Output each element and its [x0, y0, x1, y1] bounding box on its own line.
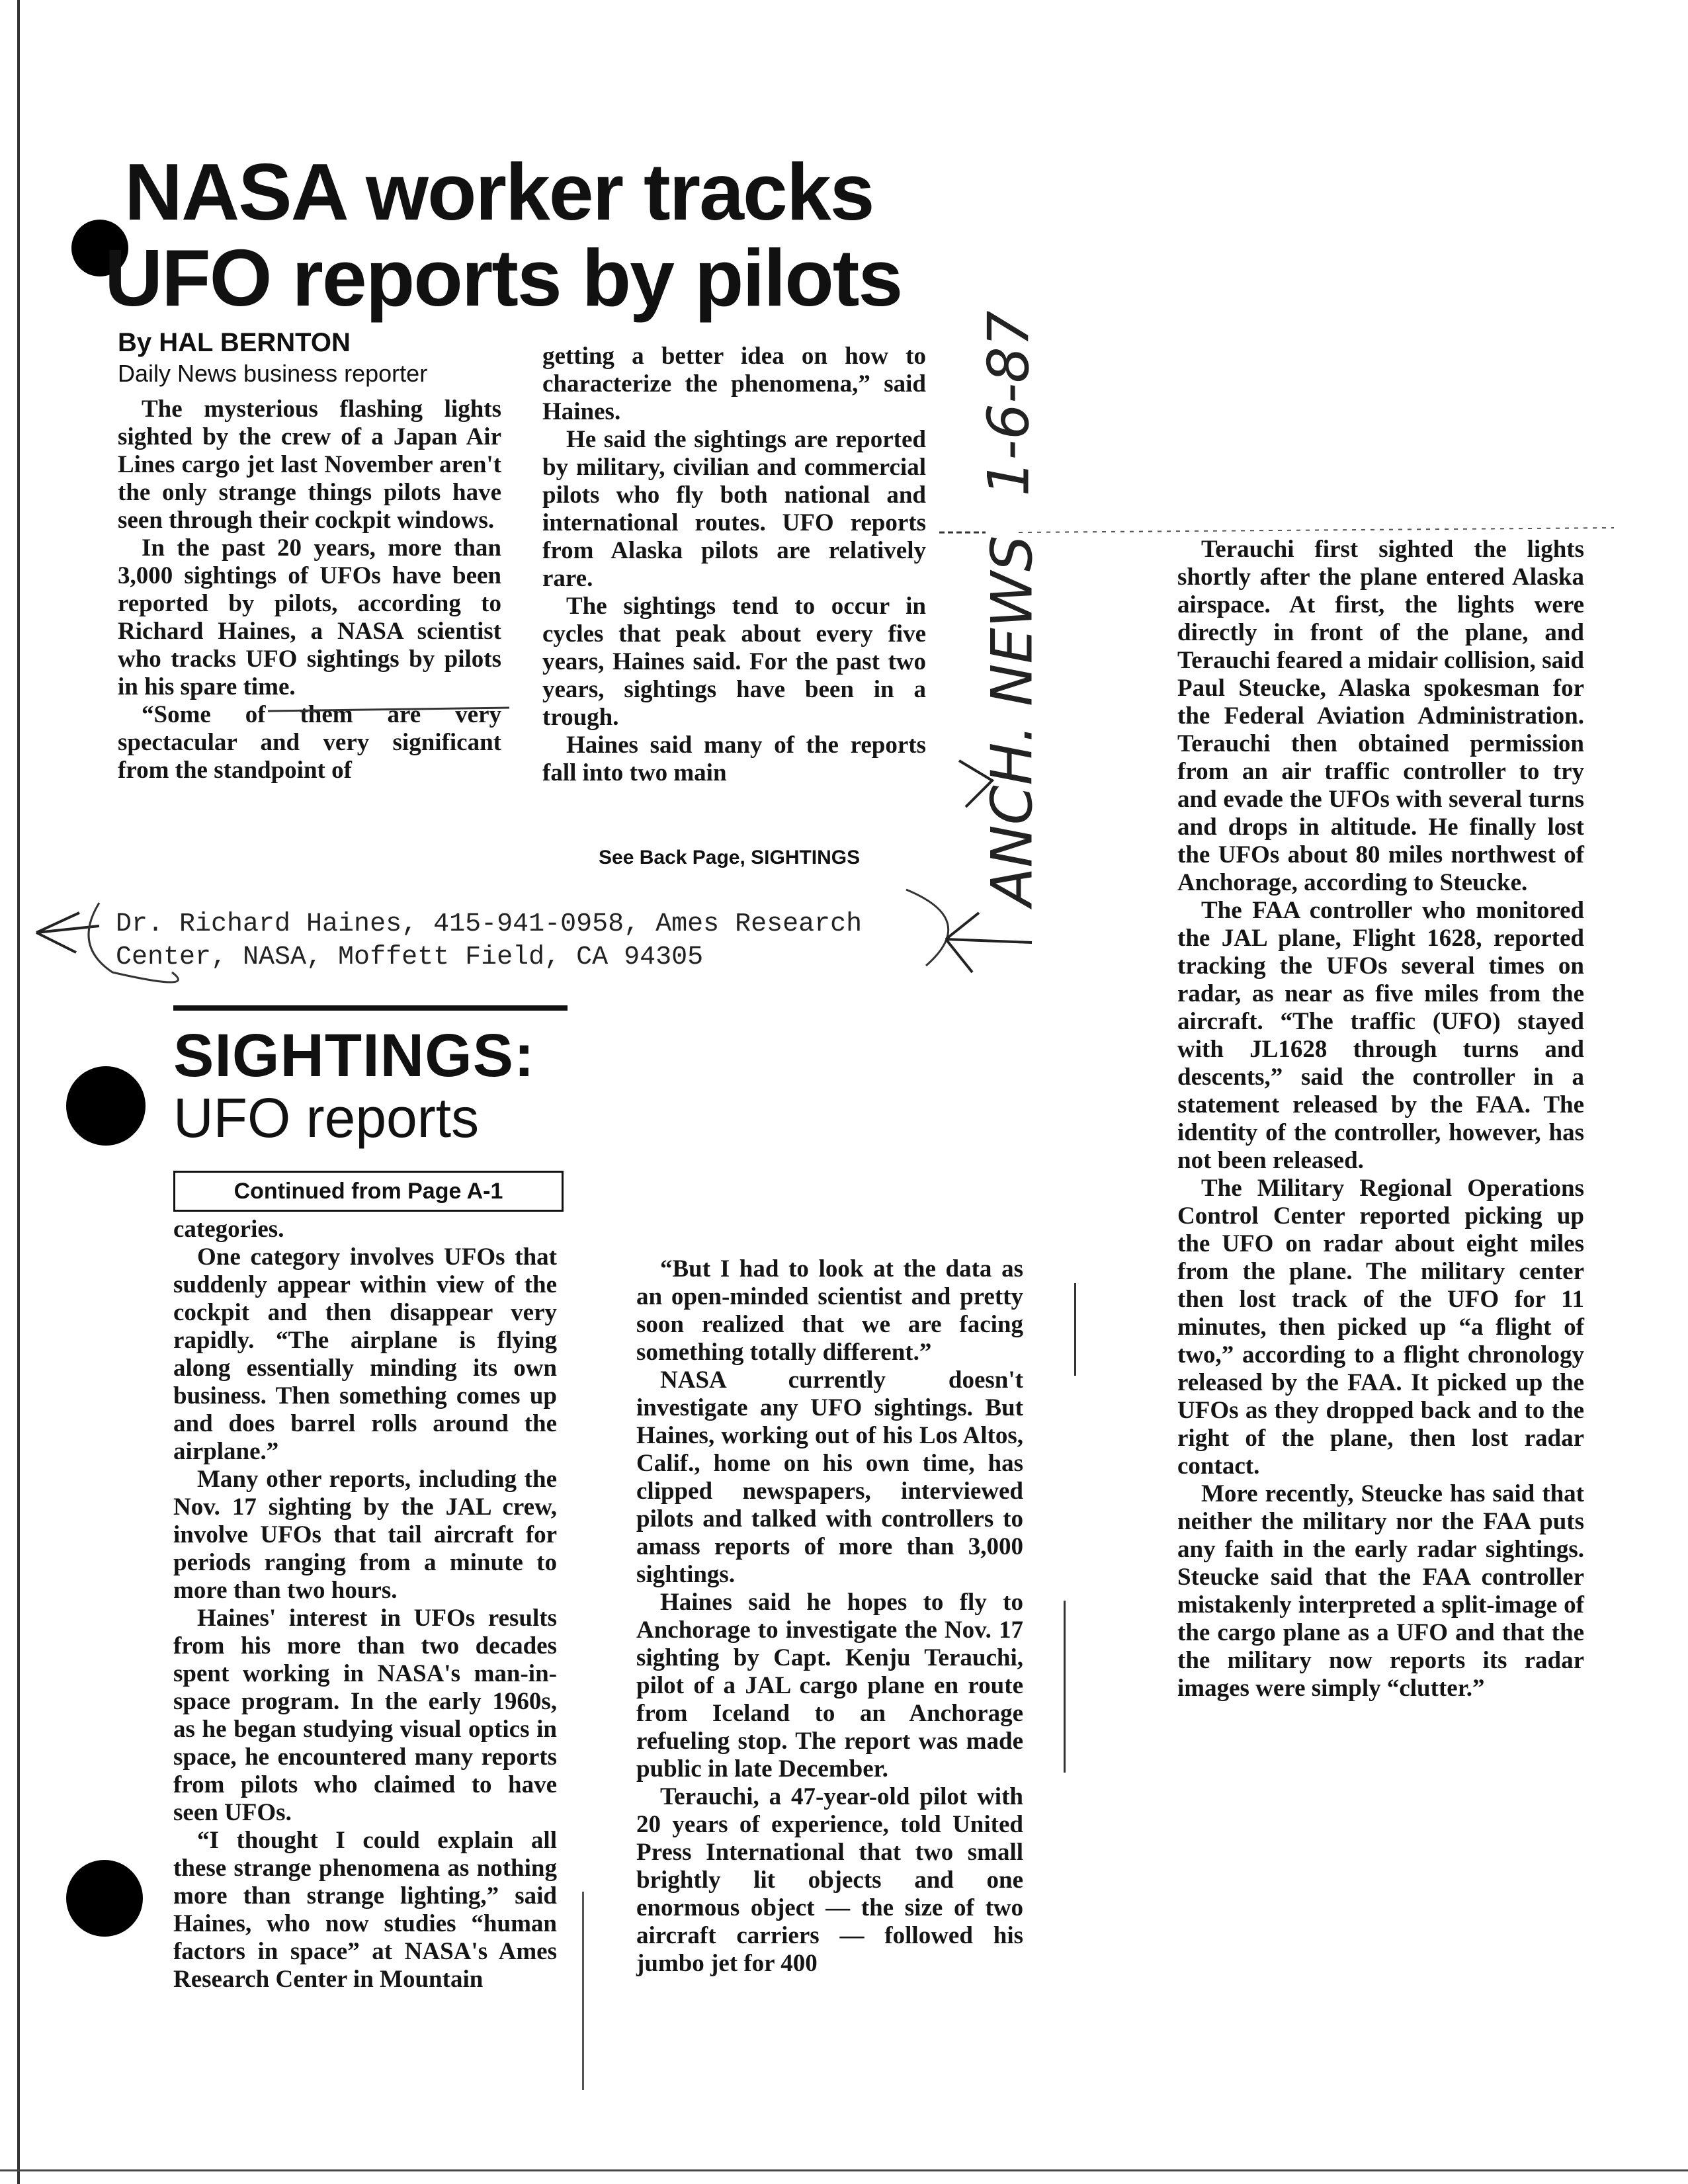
- paragraph: NASA currently doesn't investigate any UFO sightings. But Haines, working out of his Los Altos, Calif., home on his own time, has clipped newspapers, interviewed pilots and talked with controllers to amass reports of more than 3,000 sightings.: [636, 1366, 1023, 1588]
- typed-contact-line-1: Dr. Richard Haines, 415-941-0958, Ames Research: [116, 909, 863, 939]
- column-mark: [1064, 1601, 1066, 1773]
- paragraph: In the past 20 years, more than 3,000 sightings of UFOs have been reported by pilots, according to Richard Haines, a NASA scientist who tracks UFO sightings by pilots in his spare time.: [118, 534, 501, 700]
- paragraph: getting a better idea on how to characterize the phenomena,” said Haines.: [542, 343, 926, 425]
- paragraph: Terauchi, a 47-year-old pilot with 20 years of experience, told United Press International that two small brightly lit objects and one enormous object — the size of two aircraft carriers — followed his jumbo jet for 400: [636, 1783, 1023, 1977]
- paragraph: He said the sightings are reported by military, civilian and commercial pilots who fly both national and international routes. UFO reports from Alaska pilots are relatively rare.: [542, 426, 926, 592]
- headline-line-2: UFO reports by pilots: [105, 233, 902, 323]
- see-back-page-note: See Back Page, SIGHTINGS: [599, 847, 861, 868]
- column-mark: [1074, 1283, 1076, 1376]
- continuation-subtitle: UFO reports: [173, 1087, 480, 1149]
- continued-from-label: Continued from Page A-1: [173, 1171, 564, 1212]
- paragraph: Terauchi first sighted the lights shortly after the plane entered Alaska airspace. At first, the lights were directly in front of the plane, and Terauchi feared a midair collision, said Paul Steucke, Alaska spokesman for the Federal Aviation Administration. Terauchi then obtained permission from an air traffic controller to try and evade the UFOs with several turns and drops in altitude. He finally lost the UFOs about 80 miles northwest of Anchorage, according to Steucke.: [1177, 536, 1584, 896]
- paragraph: The mysterious flashing lights sighted by the crew of a Japan Air Lines cargo jet last November aren't the only strange things pilots have seen through their cockpit windows.: [118, 396, 501, 534]
- typed-contact-line-2: Center, NASA, Moffett Field, CA 94305: [116, 943, 704, 972]
- paragraph: The FAA controller who monitored the JAL plane, Flight 1628, reported tracking the UFOs several times on radar, as near as five miles from the aircraft. “The traffic (UFO) stayed with JL1628 through turns and descents,” said the controller in a statement released by the FAA. The identity of the controller, however, has not been released.: [1177, 897, 1584, 1174]
- paragraph: “But I had to look at the data as an open-minded scientist and pretty soon realized that we are facing something totally different.”: [636, 1255, 1023, 1366]
- paragraph: Haines' interest in UFOs results from his more than two decades spent working in NASA's man-in-space program. In the early 1960s, as he began studying visual optics in space, he encountered many reports from pilots who claimed to have seen UFOs.: [173, 1605, 557, 1826]
- paragraph: The Military Regional Operations Control Center reported picking up the UFO on radar about eight miles from the plane. The military center then lost track of the UFO for 11 minutes, then picked up “a flight of two,” according to a flight chronology released by the FAA. It picked up the UFOs as they dropped back and to the right of the plane, then lost radar contact.: [1177, 1175, 1584, 1480]
- paragraph: One category involves UFOs that suddenly appear within view of the cockpit and then disappear very rapidly. “The airplane is flying along essentially minding its own business. Then something comes up and does barrel rolls around the airplane.”: [173, 1243, 557, 1465]
- paragraph: The sightings tend to occur in cycles that peak about every five years, Haines said. For the past two years, sightings have been in a trough.: [542, 593, 926, 731]
- column-mark: [582, 1892, 584, 2090]
- handwritten-source: ANCH. NEWS: [979, 535, 1046, 907]
- paragraph: Haines said he hopes to fly to Anchorage to investigate the Nov. 17 sighting by Capt. Kenju Terauchi, pilot of a JAL cargo plane en route from Iceland to an Anchorage refueling stop. The report was made public in late December.: [636, 1589, 1023, 1783]
- continuation-column-1: [173, 1216, 557, 1994]
- paragraph: Haines said many of the reports fall into two main: [542, 732, 926, 786]
- paragraph: Many other reports, including the Nov. 17 sighting by the JAL crew, involve UFOs that tail aircraft for periods ranging from a minute to more than two hours.: [173, 1466, 557, 1604]
- headline-line-1: NASA worker tracks: [124, 147, 874, 237]
- continuation-title: SIGHTINGS:: [173, 1022, 535, 1089]
- handwritten-date: 1-6-87: [976, 310, 1042, 497]
- paragraph: categories.: [173, 1216, 284, 1243]
- paragraph: More recently, Steucke has said that neither the military nor the FAA puts any faith in the early radar sightings. Steucke said that the FAA controller mistakenly interpreted a split-image of the cargo plane as a UFO and that the the military now reports its radar images were simply “clutter.”: [1177, 1480, 1584, 1702]
- paragraph: “I thought I could explain all these strange phenomena as nothing more than strange lighting,” said Haines, who now studies “human factors in space” at NASA's Ames Research Center in Mountain: [173, 1827, 557, 1993]
- paragraph: “Some of them are very spectacular and very significant from the standpoint of: [118, 701, 501, 784]
- reporter-title: Daily News business reporter: [118, 360, 428, 387]
- byline: By HAL BERNTON: [118, 328, 351, 357]
- continuation-column-2: [636, 1255, 1023, 1978]
- section-rule: [173, 1005, 568, 1011]
- continuation-column-3: [1177, 536, 1584, 1702]
